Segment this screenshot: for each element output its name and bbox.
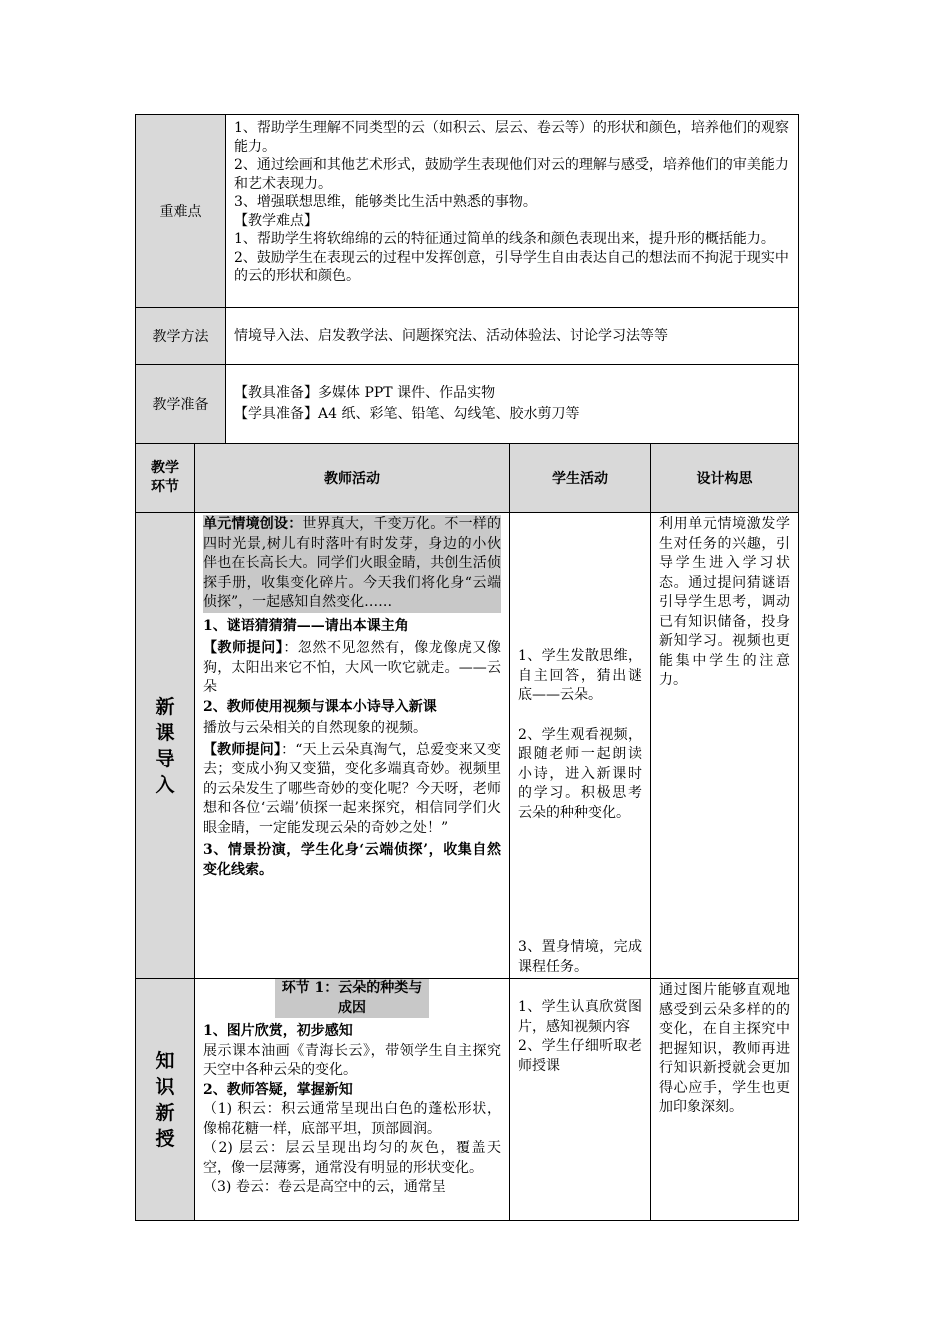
cumulus-text: （1) 积云：积云通常呈现出白色的蓬松形状，像棉花糖一样，底部平坦，顶部圆润。 (203, 1101, 501, 1137)
stage-intro-name: 新课导入 (136, 513, 195, 979)
process-header-row (136, 444, 799, 513)
stage-new-knowledge-design: 通过图片能够直观地感受到云朵多样的的变化，在自主探究中把握知识，教师再进行知识新授就会更加得心应手，学生也更加印象深刻。 (651, 979, 799, 1221)
stratus-text: （2) 层云：层云呈现出均匀的灰色，覆盖天空，像一层薄雾，通常没有明显的形状变化。 (203, 1140, 501, 1176)
key-points-content (226, 115, 799, 308)
key-point-1: 1、帮助学生理解不同类型的云（如积云、层云、卷云等）的形状和颜色，培养他们的观察能力。 (234, 120, 789, 155)
student-prep: 【学具准备】A4 纸、彩笔、铅笔、勾线笔、胶水剪刀等 (234, 406, 580, 422)
knowledge-heading-2: 2、教师答疑，掌握新知 (203, 1081, 353, 1098)
segment-title: 环节 1：云朵的种类与成因 (275, 979, 429, 1018)
key-point-2: 2、通过绘画和其他艺术形式，鼓励学生表现他们对云的理解与感受，培养他们的审美能力和艺术表现力。 (234, 157, 789, 192)
intro-heading-2: 2、教师使用视频与课本小诗导入新课 (203, 698, 437, 715)
knowledge-student-2: 2、学生仔细听取老师授课 (518, 1038, 642, 1074)
methods-content: 情境导入法、启发教学法、问题探究法、活动体验法、讨论学习法等等 (226, 308, 799, 365)
intro-heading-1: 1、谜语猜猜猜——请出本课主角 (203, 617, 409, 634)
header-student: 学生活动 (510, 444, 651, 513)
stage-new-knowledge-name: 知识新授 (136, 979, 195, 1221)
preparation-content (226, 365, 799, 444)
intro-question-2: 【教师提问】：“天上云朵真淘气，总爱变来又变去；变成小狗又变猫，变化多端真奇妙。视频里的云朵发生了哪些奇妙的变化呢？今天呀，老师想和各位‘云端’侦探一起来探究，相信同学们火眼金睛，一定能发现云朵的奇妙之处！” (203, 741, 501, 836)
cirrus-text: （3) 卷云：卷云是高空中的云，通常呈 (203, 1179, 446, 1195)
knowledge-student-1: 1、学生认真欣赏图片，感知视频内容 (518, 999, 642, 1035)
stage-new-knowledge-student (510, 979, 651, 1221)
difficulty-1: 1、帮助学生将软绵绵的云的特征通过简单的线条和颜色表现出来，提升形的概括能力。 (234, 231, 775, 247)
preparation-row (136, 365, 799, 444)
lesson-plan-page (135, 114, 798, 1221)
methods-label: 教学方法 (136, 308, 226, 365)
stage-intro-teacher (195, 513, 510, 979)
intro-question-1: 【教师提问】：忽然不见忽然有，像龙像虎又像狗，太阳出来它不怕，大风一吹它就走。——云朵 (203, 640, 502, 695)
key-points-row (136, 115, 799, 308)
teacher-prep: 【教具准备】多媒体 PPT 课件、作品实物 (234, 385, 496, 401)
process-table (135, 444, 799, 1221)
intro-student-2: 2、学生观看视频，跟随老师一起朗读小诗，进入新课时的学习。积极思考云朵的种种变化。 (518, 726, 642, 821)
header-stage: 教学环节 (136, 444, 195, 513)
key-points-label: 重难点 (136, 115, 226, 308)
header-teacher: 教师活动 (195, 444, 510, 513)
intro-student-3: 3、置身情境，完成课程任务。 (518, 939, 642, 975)
intro-student-1: 1、学生发散思维，自主回答，猜出谜底——云朵。 (518, 648, 642, 703)
info-table (135, 114, 799, 444)
intro-video-text: 播放与云朵相关的自然现象的视频。 (203, 720, 427, 736)
scenario-block: 单元情境创设：世界真大，千变万化。不一样的四时光景,树儿有时落叶有时发芽，身边的小伙伴也在长高长大。同学们火眼金睛，共创生活侦探手册，收集变化碎片。今天我们将化身“云端侦探”，一起感知自然变化…… (203, 515, 501, 613)
stage-new-knowledge-row (136, 979, 799, 1221)
header-design: 设计构思 (651, 444, 799, 513)
stage-intro-row (136, 513, 799, 979)
preparation-label: 教学准备 (136, 365, 226, 444)
knowledge-text-1: 展示课本油画《青海长云》，带领学生自主探究天空中各种云朵的变化。 (203, 1042, 501, 1078)
difficulty-2: 2、鼓励学生在表现云的过程中发挥创意，引导学生自由表达自己的想法而不拘泥于现实中的云的形状和颜色。 (234, 249, 789, 284)
intro-heading-3: 3、情景扮演，学生化身‘云端侦探’，收集自然变化线索。 (203, 842, 501, 878)
methods-row (136, 308, 799, 365)
stage-intro-student (510, 513, 651, 979)
difficulty-heading: 【教学难点】 (234, 212, 318, 229)
key-point-3: 3、增强联想思维，能够类比生活中熟悉的事物。 (234, 194, 537, 210)
stage-intro-design: 利用单元情境激发学生对任务的兴趣，引导学生进入学习状态。通过提问猜谜语引导学生思考，调动已有知识储备，投身新知学习。视频也更能集中学生的注意力。 (651, 513, 799, 979)
stage-new-knowledge-teacher (195, 979, 510, 1221)
knowledge-heading-1: 1、图片欣赏，初步感知 (203, 1023, 353, 1039)
